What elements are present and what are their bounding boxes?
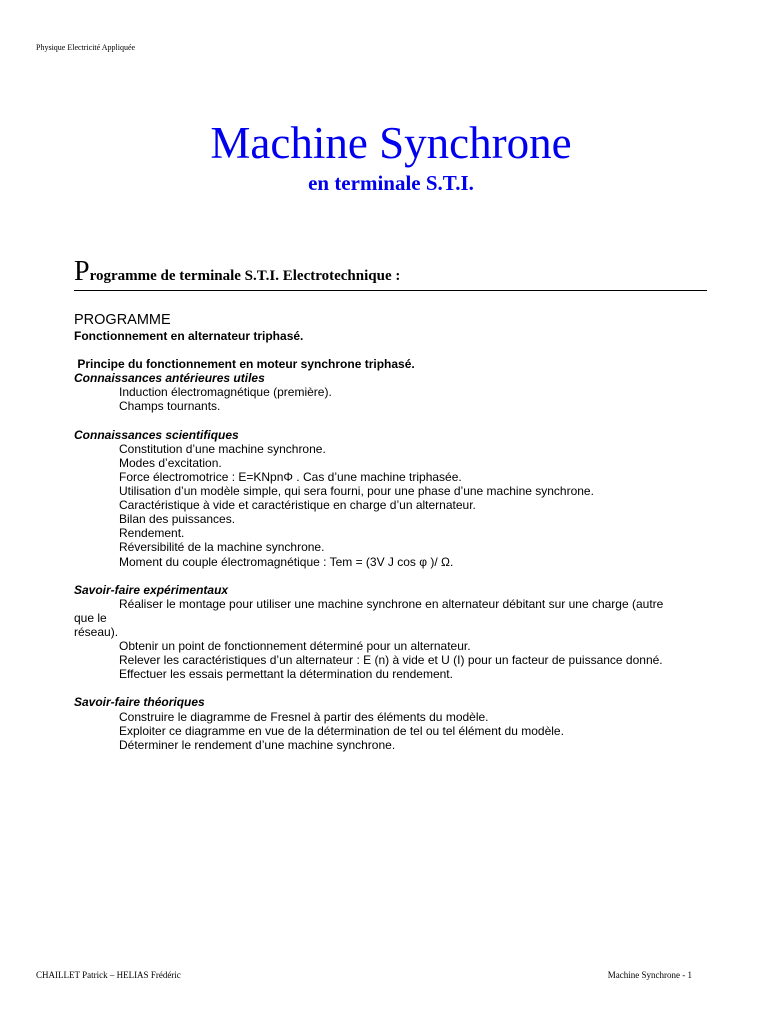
- scientific-item: Modes d’excitation.: [119, 455, 222, 470]
- scientific-item: Constitution d’une machine synchrone.: [119, 441, 326, 456]
- scientific-item: Réversibilité de la machine synchrone.: [119, 540, 325, 555]
- running-header: Physique Electricité Appliquée: [36, 43, 136, 52]
- document-subtitle: en terminale S.T.I.: [308, 171, 474, 195]
- document-title: Machine Synchrone: [210, 118, 572, 168]
- scientific-item: Caractéristique à vide et caractéristique en charge d’un alternateur.: [119, 498, 476, 513]
- programme-content: [74, 312, 714, 752]
- experimental-item: Obtenir un point de fonctionnement déterminé pour un alternateur.: [119, 639, 471, 654]
- section-heading-text: rogramme de terminale S.T.I. Electrotechnique :: [89, 268, 401, 284]
- experimental-item-wrap: réseau).: [74, 624, 119, 639]
- theoretical-item: Déterminer le rendement d’une machine synchrone.: [119, 737, 396, 752]
- programme-label: PROGRAMME: [74, 312, 171, 328]
- programme-line-1: Fonctionnement en alternateur triphasé.: [74, 329, 304, 343]
- footer-authors: CHAILLET Patrick – HELIAS Frédéric: [36, 970, 181, 980]
- prior-knowledge-title: Connaissances antérieures utiles: [74, 371, 265, 386]
- experimental-item: Effectuer les essais permettant la détermination du rendement.: [119, 667, 453, 682]
- experimental-item: Réaliser le montage pour utiliser une machine synchrone en alternateur débitant sur une charge (autre: [119, 596, 664, 611]
- scientific-item: Rendement.: [119, 526, 185, 541]
- scientific-knowledge-title: Connaissances scientifiques: [74, 427, 239, 442]
- scientific-item: Utilisation d’un modèle simple, qui sera fourni, pour une phase d’une machine synchrone.: [119, 484, 594, 499]
- theoretical-skills-title: Savoir-faire théoriques: [74, 695, 205, 710]
- section-heading: [74, 258, 707, 291]
- scientific-item: Moment du couple électromagnétique : Tem = (3V J cos φ )/ Ω.: [119, 554, 454, 569]
- experimental-skills-title: Savoir-faire expérimentaux: [74, 582, 229, 597]
- section-heading-initial: P: [74, 256, 90, 287]
- scientific-item: Force électromotrice : E=KNpnΦ . Cas d’une machine triphasée.: [119, 469, 462, 484]
- experimental-item-wrap: que le: [74, 610, 107, 625]
- theoretical-item: Construire le diagramme de Fresnel à partir des éléments du modèle.: [119, 709, 489, 724]
- theoretical-item: Exploiter ce diagramme en vue de la détermination de tel ou tel élément du modèle.: [119, 723, 564, 738]
- experimental-item: Relever les caractéristiques d’un alternateur : E (n) à vide et U (I) pour un facteur de puissance donné.: [119, 653, 663, 668]
- prior-item: Induction électromagnétique (première).: [119, 385, 332, 400]
- footer-page-number: Machine Synchrone - 1: [607, 970, 692, 980]
- programme-line-2: Principe du fonctionnement en moteur synchrone triphasé.: [74, 357, 415, 372]
- scientific-item: Bilan des puissances.: [119, 512, 236, 527]
- prior-item: Champs tournants.: [119, 399, 221, 414]
